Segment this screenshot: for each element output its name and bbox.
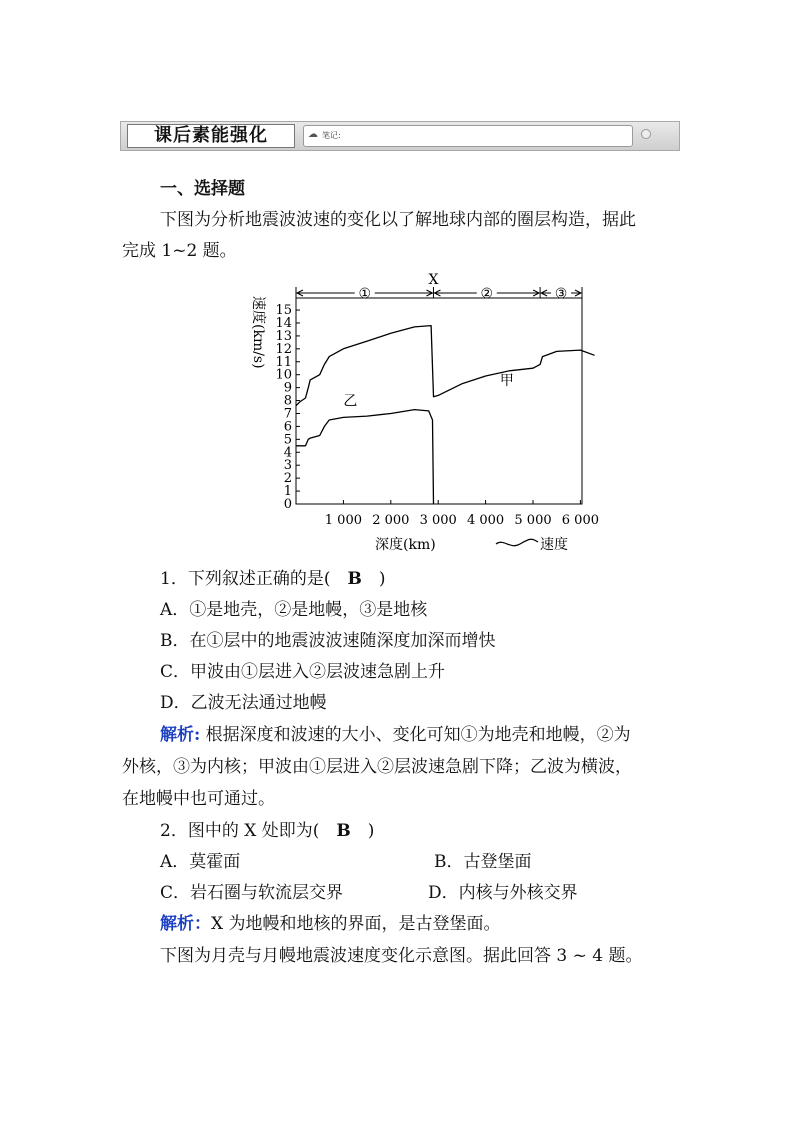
q2-stem (160, 820, 374, 842)
q1-option-c: C．甲波由①层进入②层波速急剧上升 (160, 662, 446, 682)
legend-line-sample (496, 539, 538, 546)
x-tick-label: 2 000 (372, 513, 410, 528)
y-tick-label: 12 (275, 341, 292, 357)
q1-analysis-line-3: 在地幔中也可通过。 (122, 789, 275, 809)
legend-label: 速度 (540, 537, 568, 553)
y-tick-label: 9 (283, 380, 292, 396)
section-header-title: 课后素能强化 (127, 124, 295, 148)
x-tick-label: 1 000 (324, 513, 363, 528)
wave-curves (296, 326, 595, 504)
series-label: 乙 (343, 393, 358, 410)
q2-analysis (160, 913, 501, 935)
layer-label: ② (480, 286, 494, 302)
q2-option-d: D．内核与外核交界 (428, 883, 578, 903)
circle-icon (641, 129, 651, 139)
q2-option-b: B．古登堡面 (434, 852, 532, 872)
y-tick-label: 4 (283, 445, 292, 461)
q1-stem-text: 1．下列叙述正确的是( (160, 569, 348, 589)
section-title: 一、选择题 (160, 179, 245, 199)
seismic-wave-chart (240, 268, 600, 556)
notes-field[interactable] (303, 125, 633, 147)
next-question-intro: 下图为月壳与月幔地震波速度变化示意图。据此回答 3 ~ 4 题。 (160, 946, 643, 966)
q1-analysis-label: 解析: (160, 725, 201, 745)
q2-option-a: A．莫霍面 (160, 852, 241, 872)
layer-label: ③ (554, 286, 568, 302)
x-tick-label: 5 000 (514, 513, 552, 528)
notes-label: 笔记: (322, 131, 341, 140)
q2-stem-text: 2．图中的 X 处即为( (160, 821, 337, 841)
x-axis-label: 深度(km) (375, 537, 436, 553)
y-tick-label: 11 (275, 354, 292, 370)
y-tick-label: 14 (275, 315, 292, 331)
header-bar (120, 121, 680, 151)
y-tick-label: 7 (283, 406, 292, 422)
y-axis-label: 速度(km/s) (250, 296, 266, 369)
x-tick-label: 6 000 (561, 513, 600, 528)
q1-option-d: D．乙波无法通过地幔 (160, 693, 327, 713)
q1-option-b: B．在①层中的地震波波速随深度加深而增快 (160, 631, 496, 651)
y-tick-label: 6 (283, 419, 292, 435)
q1-analysis-text-1: 根据深度和波速的大小、变化可知①为地壳和地幔，②为 (200, 725, 631, 745)
intro-line-1: 下图为分析地震波波速的变化以了解地球内部的圈层构造，据此 (160, 210, 636, 230)
q1-analysis-line-2: 外核，③为内核；甲波由①层进入②层波速急剧下降；乙波为横波， (122, 757, 632, 777)
y-tick-label: 10 (275, 367, 292, 383)
x-tick-label: 4 000 (466, 513, 505, 528)
q1-stem-end: ) (361, 569, 386, 589)
x-tick-label: 3 000 (419, 513, 457, 528)
y-tick-label: 5 (283, 432, 292, 448)
y-tick-label: 13 (275, 328, 292, 344)
q2-analysis-label: 解析： (160, 914, 211, 934)
y-tick-label: 3 (283, 458, 292, 474)
y-tick-label: 2 (283, 471, 292, 487)
q2-stem-end: ) (350, 821, 375, 841)
y-tick-label: 15 (275, 303, 292, 319)
q1-stem (160, 568, 385, 590)
series-line-yi (296, 410, 434, 504)
y-tick-label: 1 (283, 484, 292, 500)
q2-answer: B (336, 821, 351, 841)
q1-answer: B (347, 569, 362, 589)
intro-line-2: 完成 1~2 题。 (122, 241, 237, 261)
series-label: 甲 (499, 373, 514, 390)
layer-label: ① (358, 286, 372, 302)
y-tick-label: 8 (283, 393, 292, 409)
q1-analysis-line-1 (160, 724, 631, 746)
q1-option-a: A．①是地壳，②是地幔，③是地核 (160, 600, 428, 620)
y-tick-label: 0 (283, 497, 292, 512)
plot-frame (296, 298, 582, 504)
q2-option-c: C．岩石圈与软流层交界 (160, 883, 344, 903)
series-line-jia (296, 326, 595, 406)
cloud-icon: ☁ (308, 129, 318, 140)
layer-label: X (428, 272, 439, 288)
q2-analysis-text: X 为地幔和地核的界面，是古登堡面。 (211, 914, 501, 934)
